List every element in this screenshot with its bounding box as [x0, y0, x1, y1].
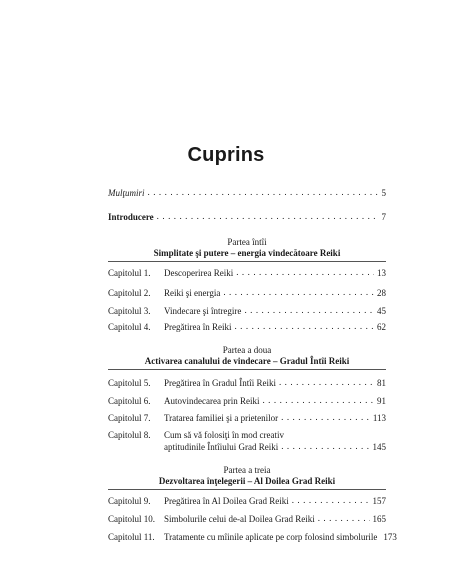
chapter-name: Descoperirea Reiki — [164, 268, 234, 278]
toc-chapter-5 — [108, 376, 386, 390]
chapter-number: Capitolul 11. — [108, 532, 155, 542]
chapter-name: Autovindecarea prin Reiki — [164, 396, 260, 406]
chapter-name: Pregătirea în Al Doilea Grad Reiki — [164, 496, 289, 506]
chapter-page: 157 — [372, 496, 386, 506]
part-2-title: Activarea canalului de vindecare – Gradul Întîi Reiki — [144, 356, 350, 366]
toc-chapter-4 — [108, 320, 386, 334]
dot-leader — [281, 439, 369, 453]
chapter-name: Tratamente cu mîinile aplicate pe corp folosind simbolurile — [164, 532, 378, 542]
toc-chapter-1 — [108, 266, 386, 280]
dot-leader — [279, 375, 374, 389]
chapter-number: Capitolul 10. — [108, 514, 155, 524]
dot-leader — [236, 265, 374, 279]
chapter-number: Capitolul 2. — [108, 288, 151, 298]
dot-leader — [281, 410, 370, 424]
dot-leader — [223, 285, 374, 299]
dot-leader — [318, 511, 370, 525]
toc-chapter-7 — [108, 411, 386, 425]
chapter-number: Capitolul 6. — [108, 396, 151, 406]
part-3-title: Dezvoltarea înţelegerii – Al Doilea Grad Reiki — [158, 476, 336, 486]
chapter-name: Pregătirea în Reiki — [164, 322, 232, 332]
toc-chapter-2 — [108, 286, 386, 300]
chapter-number: Capitolul 3. — [108, 306, 151, 316]
chapter-name: Reiki şi energia — [164, 288, 221, 298]
chapter-page: 165 — [372, 514, 386, 524]
toc-chapter-6 — [108, 394, 386, 408]
entry-page: 5 — [381, 188, 386, 198]
chapter-page: 145 — [372, 442, 386, 452]
chapter-number: Capitolul 7. — [108, 413, 151, 423]
dot-leader — [157, 209, 379, 223]
toc-entry-acknowledgements — [108, 186, 386, 200]
toc-chapter-9 — [108, 494, 386, 508]
dot-leader — [262, 393, 374, 407]
part-1-title: Simplitate şi putere – energia vindecătoare Reiki — [153, 248, 341, 258]
chapter-number: Capitolul 4. — [108, 322, 151, 332]
chapter-name: Cum să vă folosiţi în mod creativ — [164, 430, 284, 440]
entry-page: 7 — [381, 212, 386, 222]
toc-entry-introduction — [108, 210, 386, 224]
page-title: Cuprins — [187, 144, 265, 166]
chapter-page: 91 — [377, 396, 386, 406]
part-3-rule — [108, 489, 386, 490]
chapter-page: 81 — [377, 378, 386, 388]
chapter-name: Simbolurile celui de-al Doilea Grad Reiki — [164, 514, 315, 524]
chapter-number: Capitolul 5. — [108, 378, 151, 388]
entry-name: Introducere — [108, 212, 154, 222]
dot-leader — [234, 319, 374, 333]
chapter-number: Capitolul 9. — [108, 496, 151, 506]
part-1-label: Partea întîi — [227, 237, 267, 247]
toc-chapter-11 — [108, 530, 397, 544]
dot-leader — [148, 185, 379, 199]
chapter-number: Capitolul 1. — [108, 268, 151, 278]
toc-chapter-8-continued — [164, 440, 386, 454]
chapter-name: Pregătirea în Gradul Întîi Reiki — [164, 378, 276, 388]
chapter-page: 13 — [377, 268, 386, 278]
chapter-page: 45 — [377, 306, 386, 316]
chapter-page: 28 — [377, 288, 386, 298]
chapter-name: Tratarea familiei şi a prietenilor — [164, 413, 279, 423]
dot-leader — [244, 303, 374, 317]
chapter-name: Vindecare şi întregire — [164, 306, 242, 316]
toc-chapter-10 — [108, 512, 386, 526]
part-2-label: Partea a doua — [222, 345, 272, 355]
part-1-rule — [108, 261, 386, 262]
chapter-page: 113 — [372, 413, 386, 423]
chapter-page: 62 — [377, 322, 386, 332]
chapter-page: 173 — [383, 532, 397, 542]
entry-name: Mulţumiri — [108, 188, 145, 198]
dot-leader — [292, 493, 370, 507]
chapter-number: Capitolul 8. — [108, 430, 151, 440]
part-3-label: Partea a treia — [223, 465, 271, 475]
toc-chapter-3 — [108, 304, 386, 318]
part-2-rule — [108, 369, 386, 370]
chapter-name-continued: aptitudinile Întîiului Grad Reiki — [164, 442, 279, 452]
